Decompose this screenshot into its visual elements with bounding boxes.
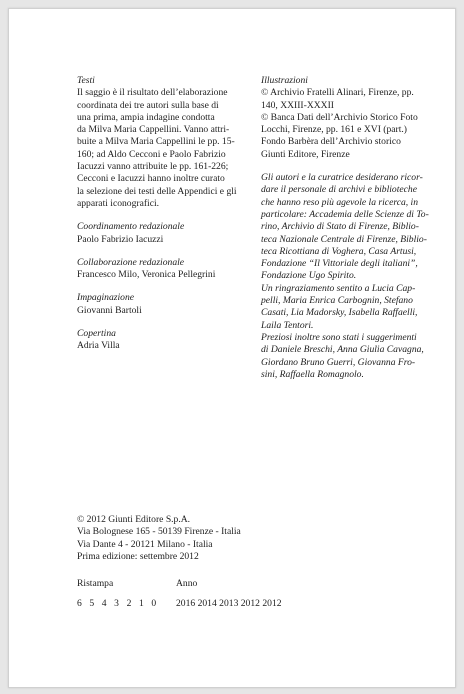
left-column	[77, 75, 249, 364]
ringraziamenti-line: Un ringraziamento sentito a Lucia Cap-	[261, 282, 416, 294]
illustrazioni-section	[261, 75, 441, 161]
illustrazioni-line: © Banca Dati dell’Archivio Storico Foto	[261, 111, 418, 123]
testi-heading: Testi	[77, 75, 95, 86]
ringraziamenti-line: dare il personale di archivi e biblioteche	[261, 184, 417, 196]
anno-years: 2016 2014 2013 2012 2012	[176, 598, 282, 610]
right-column	[261, 75, 441, 392]
testi-line: Il saggio è il risultato dell’elaborazione	[77, 87, 228, 99]
copertina-section	[77, 328, 249, 353]
colophon-line: Prima edizione: settembre 2012	[77, 550, 199, 562]
ringraziamenti-line: Fondazione “Il Vittoriale degli italiani”,	[261, 258, 418, 270]
illustrazioni-line: Fondo Barbèra dell’Archivio storico	[261, 136, 401, 148]
collaborazione-heading: Collaborazione redazionale	[77, 256, 185, 268]
ringraziamenti-line: particolare: Accademia delle Scienze di To-	[261, 208, 429, 220]
ringraziamenti-line: sini, Raffaella Romagnolo.	[261, 368, 364, 380]
illustrazioni-line: Giunti Editore, Firenze	[261, 148, 350, 160]
testi-line: buite a Milva Maria Cappellini le pp. 15-	[77, 136, 235, 148]
colophon-line: © 2012 Giunti Editore S.p.A.	[77, 514, 191, 525]
ristampa-values-row	[77, 598, 282, 610]
coordinamento-value: Paolo Fabrizio Iacuzzi	[77, 233, 164, 245]
ringraziamenti-section	[261, 172, 441, 381]
colophon-line: Via Bolognese 165 - 50139 Firenze - Italia	[77, 526, 241, 538]
colophon	[77, 514, 241, 563]
ringraziamenti-line: Fondazione Ugo Spirito.	[261, 270, 357, 282]
ringraziamenti-line: Preziosi inoltre sono stati i suggerimenti	[261, 331, 417, 343]
illustrazioni-line: Locchi, Firenze, pp. 161 e XVI (part.)	[261, 124, 407, 136]
collaborazione-section	[77, 257, 249, 282]
book-page	[8, 8, 456, 688]
ristampa-numbers: 6 5 4 3 2 1 0	[77, 598, 159, 610]
ringraziamenti-line: pelli, Maria Enrica Carbognin, Stefano	[261, 295, 413, 307]
testi-line: 160; ad Aldo Cecconi e Paolo Fabrizio	[77, 148, 226, 160]
collaborazione-value: Francesco Milo, Veronica Pellegrini	[77, 269, 216, 281]
illustrazioni-heading: Illustrazioni	[261, 75, 308, 86]
ringraziamenti-line: teca Nazionale Centrale di Firenze, Biblio-	[261, 233, 427, 245]
ringraziamenti-line: Laila Tentori.	[261, 319, 314, 331]
colophon-line: Via Dante 4 - 20121 Milano - Italia	[77, 538, 213, 550]
illustrazioni-line: © Archivio Fratelli Alinari, Firenze, pp.	[261, 87, 414, 99]
testi-line: Iacuzzi vanno attribuite le pp. 161-226;	[77, 161, 229, 173]
testi-line: una prima, ampia indagine condotta	[77, 111, 215, 123]
impaginazione-value: Giovanni Bartoli	[77, 304, 142, 316]
testi-line: Cecconi e Iacuzzi hanno inoltre curato	[77, 173, 225, 185]
ringraziamenti-line: che hanno reso più agevole la ricerca, in	[261, 196, 419, 208]
ringraziamenti-line: teca Ricottiana di Voghera, Casa Artusi,	[261, 245, 417, 257]
impaginazione-section	[77, 292, 249, 317]
testi-line: da Milva Maria Cappellini. Vanno attri-	[77, 124, 230, 136]
testi-line: coordinata dei tre autori sulla base di	[77, 99, 219, 111]
testi-line: la selezione dei testi delle Appendici e gli	[77, 185, 237, 197]
coordinamento-heading: Coordinamento redazionale	[77, 221, 185, 233]
ringraziamenti-line: di Daniele Breschi, Anna Giulia Cavagna,	[261, 344, 424, 356]
ringraziamenti-line: rino, Archivio di Stato di Firenze, Biblio-	[261, 221, 419, 233]
ristampa-labels-row	[77, 578, 282, 590]
impaginazione-heading: Impaginazione	[77, 292, 135, 304]
coordinamento-section	[77, 221, 249, 246]
anno-label: Anno	[176, 578, 198, 589]
ringraziamenti-line: Giordano Bruno Guerri, Giovanna Fro-	[261, 356, 416, 368]
illustrazioni-line: 140, XXIII-XXXII	[261, 99, 334, 111]
ristampa-label: Ristampa	[77, 578, 114, 589]
ristampa-table	[77, 578, 282, 611]
testi-section	[77, 75, 249, 210]
ringraziamenti-line: Casati, Lia Madorsky, Isabella Raffaelli,	[261, 307, 418, 319]
copertina-value: Adria Villa	[77, 340, 120, 352]
ringraziamenti-line: Gli autori e la curatrice desiderano ricor-	[261, 172, 423, 184]
testi-line: apparati iconografici.	[77, 197, 160, 209]
copertina-heading: Copertina	[77, 328, 116, 340]
